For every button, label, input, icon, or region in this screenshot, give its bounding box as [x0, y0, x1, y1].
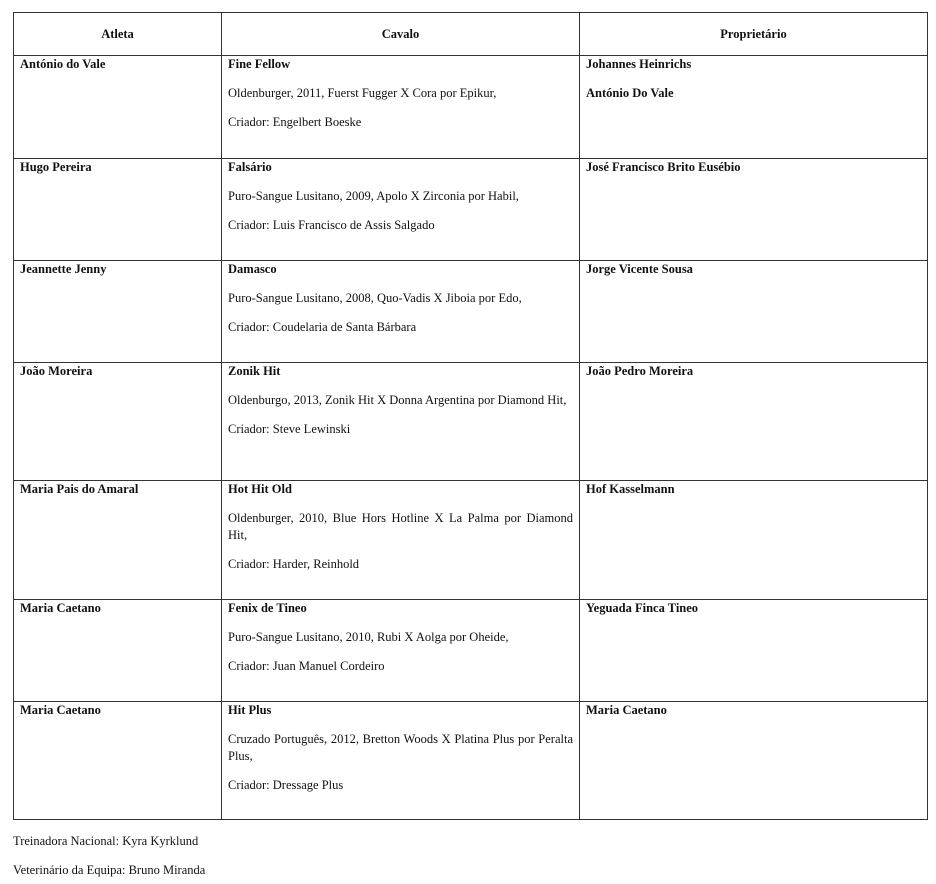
- cell-atleta: [14, 363, 222, 481]
- horse-name: Falsário: [228, 160, 272, 174]
- cell-proprietario: [580, 481, 928, 600]
- header-cavalo: Cavalo: [222, 13, 580, 56]
- header-proprietario: Proprietário: [580, 13, 928, 56]
- cell-proprietario: [580, 363, 928, 481]
- athlete-name: Maria Caetano: [20, 703, 101, 717]
- owner-name: Hof Kasselmann: [586, 482, 675, 496]
- table-row: [14, 481, 928, 600]
- cell-cavalo: [222, 261, 580, 363]
- table-header-row: [14, 13, 928, 56]
- owner-name: José Francisco Brito Eusébio: [586, 160, 741, 174]
- owner-name: António Do Vale: [586, 86, 674, 100]
- athlete-name: Maria Pais do Amaral: [20, 482, 139, 496]
- table-body: [14, 56, 928, 820]
- cell-cavalo: [222, 56, 580, 159]
- horse-breeder: Criador: Luis Francisco de Assis Salgado: [228, 218, 435, 232]
- horse-name: Hit Plus: [228, 703, 272, 717]
- horse-name: Zonik Hit: [228, 364, 281, 378]
- cell-cavalo: [222, 600, 580, 702]
- team-table: [13, 12, 928, 820]
- table-row: [14, 702, 928, 820]
- horse-breeder: Criador: Coudelaria de Santa Bárbara: [228, 320, 417, 334]
- table-row: [14, 159, 928, 261]
- horse-breeder: Criador: Steve Lewinski: [228, 422, 351, 436]
- horse-pedigree: Oldenburgo, 2013, Zonik Hit X Donna Argentina por Diamond Hit,: [228, 393, 567, 407]
- team-veterinarian: Veterinário da Equipa: Bruno Miranda: [13, 863, 206, 877]
- cell-proprietario: [580, 261, 928, 363]
- cell-atleta: [14, 481, 222, 600]
- horse-name: Damasco: [228, 262, 277, 276]
- cell-atleta: [14, 56, 222, 159]
- table-row: [14, 261, 928, 363]
- horse-pedigree: Puro-Sangue Lusitano, 2010, Rubi X Aolga por Oheide,: [228, 630, 509, 644]
- athlete-name: António do Vale: [20, 57, 106, 71]
- cell-atleta: [14, 159, 222, 261]
- owner-name: Johannes Heinrichs: [586, 57, 692, 71]
- horse-pedigree: Oldenburger, 2010, Blue Hors Hotline X La Palma por Diamond Hit,: [228, 511, 573, 542]
- athlete-name: Hugo Pereira: [20, 160, 92, 174]
- cell-cavalo: [222, 159, 580, 261]
- horse-breeder: Criador: Dressage Plus: [228, 778, 344, 792]
- cell-proprietario: [580, 159, 928, 261]
- horse-breeder: Criador: Engelbert Boeske: [228, 115, 362, 129]
- horse-pedigree: Cruzado Português, 2012, Bretton Woods X Platina Plus por Peralta Plus,: [228, 732, 573, 763]
- horse-breeder: Criador: Harder, Reinhold: [228, 557, 360, 571]
- horse-name: Fenix de Tineo: [228, 601, 307, 615]
- header-atleta: Atleta: [14, 13, 222, 56]
- cell-proprietario: [580, 56, 928, 159]
- owner-name: Yeguada Finca Tineo: [586, 601, 699, 615]
- table-row: [14, 363, 928, 481]
- cell-atleta: [14, 261, 222, 363]
- cell-cavalo: [222, 363, 580, 481]
- horse-pedigree: Puro-Sangue Lusitano, 2009, Apolo X Zirconia por Habil,: [228, 189, 519, 203]
- cell-cavalo: [222, 702, 580, 820]
- athlete-name: João Moreira: [20, 364, 93, 378]
- table-row: [14, 600, 928, 702]
- owner-name: João Pedro Moreira: [586, 364, 694, 378]
- owner-name: Jorge Vicente Sousa: [586, 262, 693, 276]
- national-trainer: Treinadora Nacional: Kyra Kyrklund: [13, 834, 199, 848]
- horse-name: Hot Hit Old: [228, 482, 292, 496]
- horse-pedigree: Puro-Sangue Lusitano, 2008, Quo-Vadis X Jiboia por Edo,: [228, 291, 522, 305]
- athlete-name: Jeannette Jenny: [20, 262, 107, 276]
- owner-name: Maria Caetano: [586, 703, 667, 717]
- cell-atleta: [14, 702, 222, 820]
- horse-breeder: Criador: Juan Manuel Cordeiro: [228, 659, 385, 673]
- table-row: [14, 56, 928, 159]
- athlete-name: Maria Caetano: [20, 601, 101, 615]
- horse-pedigree: Oldenburger, 2011, Fuerst Fugger X Cora por Epikur,: [228, 86, 497, 100]
- cell-proprietario: [580, 600, 928, 702]
- cell-atleta: [14, 600, 222, 702]
- cell-proprietario: [580, 702, 928, 820]
- cell-cavalo: [222, 481, 580, 600]
- horse-name: Fine Fellow: [228, 57, 291, 71]
